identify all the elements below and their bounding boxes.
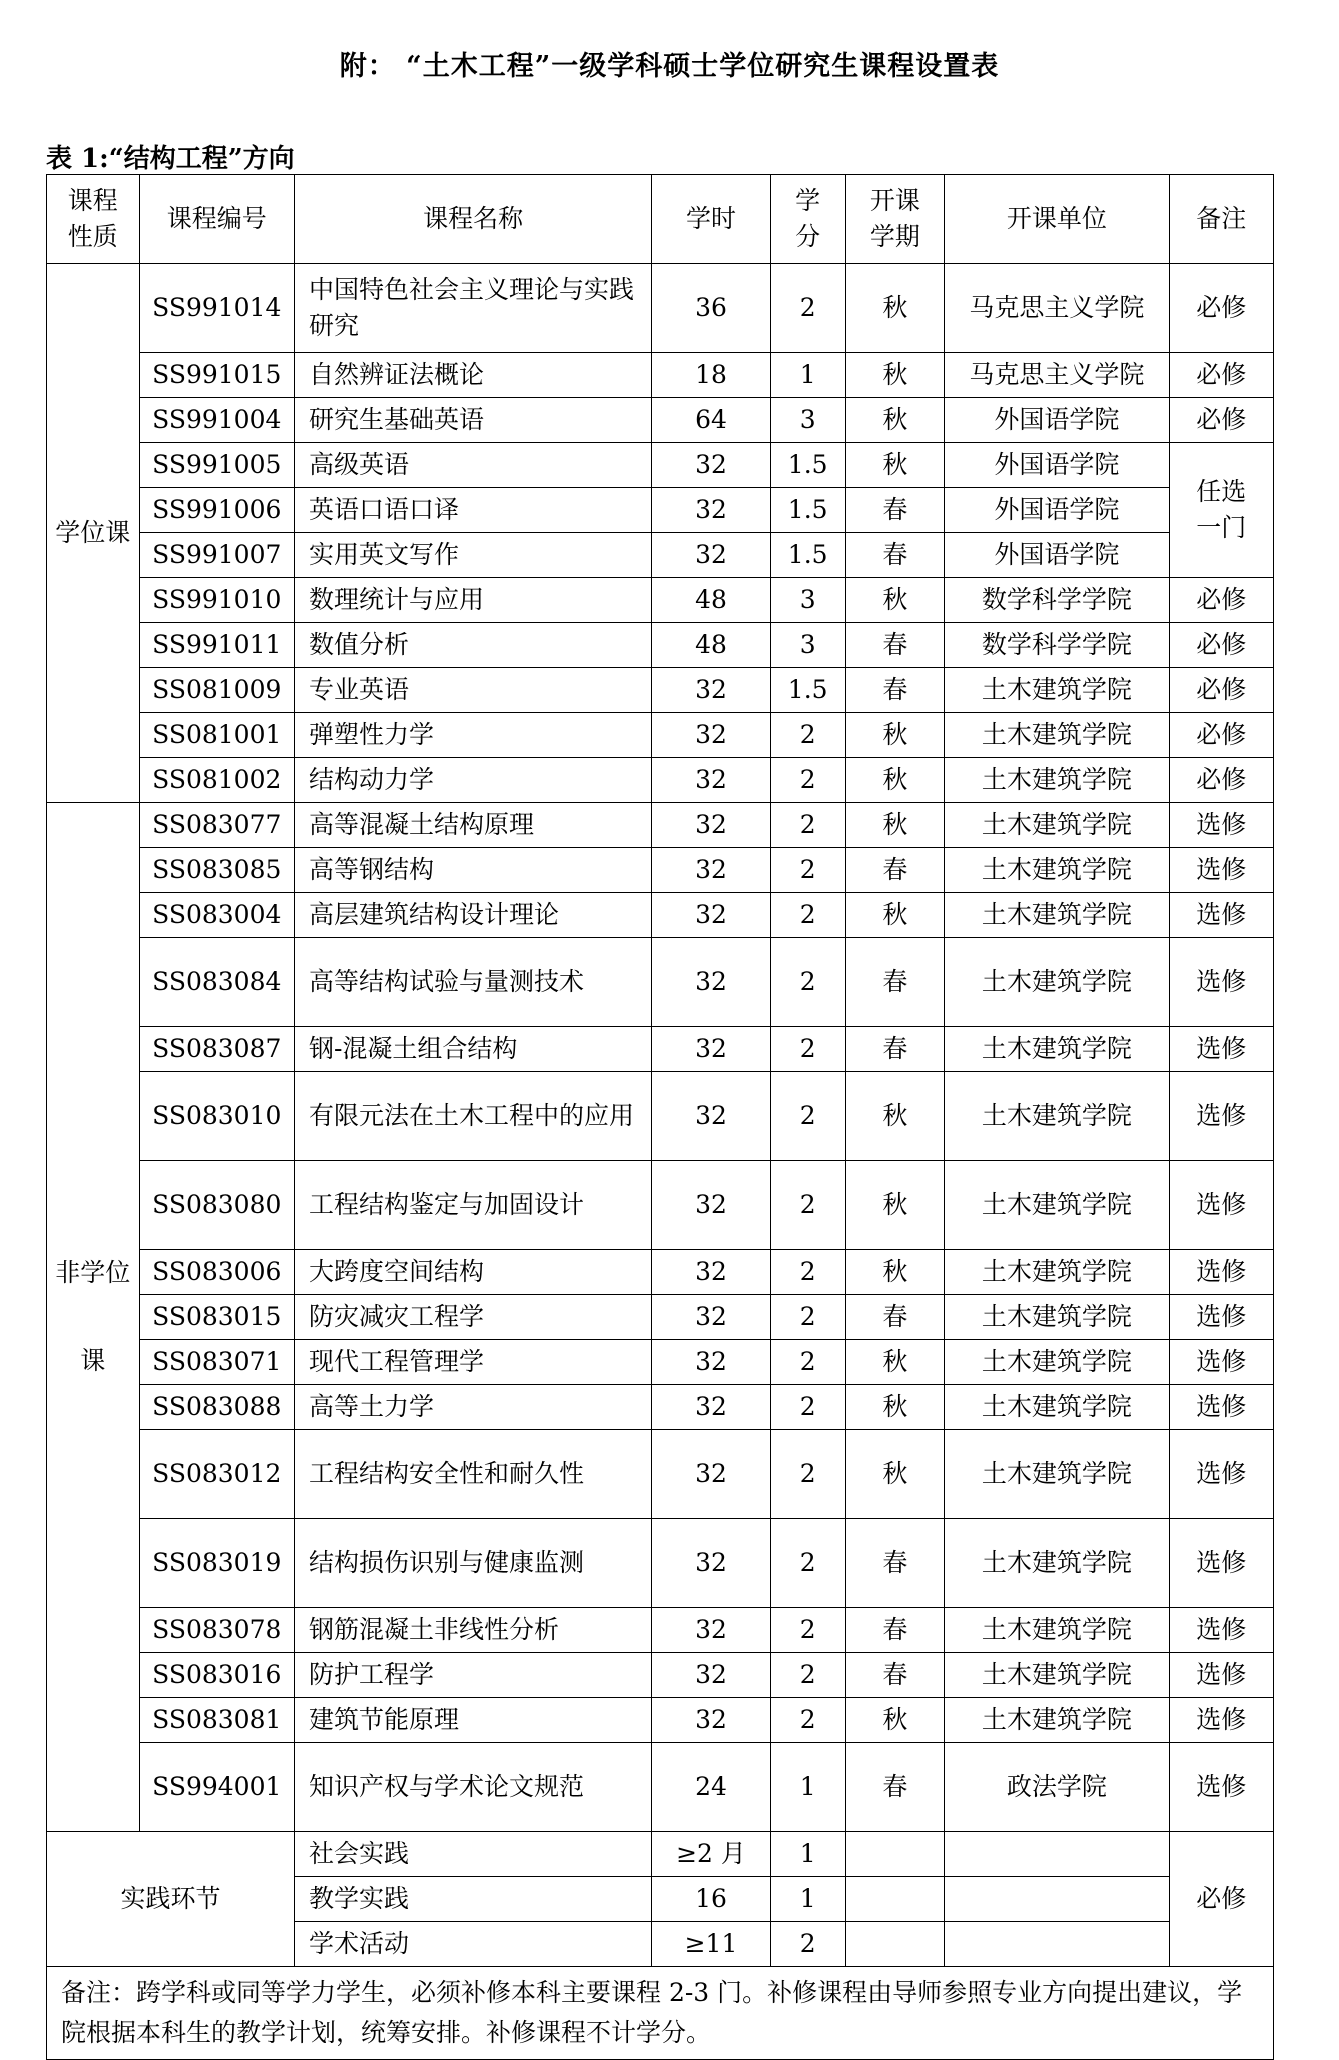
course-term: 秋	[845, 264, 945, 353]
practice-remark: 必修	[1169, 1832, 1274, 1967]
course-remark: 选修	[1169, 938, 1274, 1027]
course-name: 高等土力学	[294, 1385, 651, 1430]
practice-dept-empty	[945, 1922, 1169, 1967]
course-credits: 2	[770, 1608, 845, 1653]
course-remark: 必修	[1169, 668, 1274, 713]
course-code: SS991007	[139, 533, 294, 578]
table-row	[47, 578, 1274, 623]
course-hours: 32	[652, 713, 771, 758]
course-dept: 数学科学学院	[945, 623, 1169, 668]
course-hours: 32	[652, 848, 771, 893]
course-code: SS991011	[139, 623, 294, 668]
course-name: 防护工程学	[294, 1653, 651, 1698]
course-hours: 32	[652, 1698, 771, 1743]
table-row	[47, 1698, 1274, 1743]
course-code: SS991014	[139, 264, 294, 353]
course-credits: 2	[770, 1653, 845, 1698]
course-term: 春	[845, 1295, 945, 1340]
course-term: 秋	[845, 803, 945, 848]
course-name: 实用英文写作	[294, 533, 651, 578]
course-remark: 选修	[1169, 1430, 1274, 1519]
course-remark: 选修	[1169, 1698, 1274, 1743]
course-credits: 2	[770, 1161, 845, 1250]
practice-name: 社会实践	[294, 1832, 651, 1877]
header-nature: 课程性质	[47, 175, 140, 264]
course-remark: 选修	[1169, 1653, 1274, 1698]
course-hours: 32	[652, 533, 771, 578]
course-name: 大跨度空间结构	[294, 1250, 651, 1295]
course-name: 高等结构试验与量测技术	[294, 938, 651, 1027]
header-name: 课程名称	[294, 175, 651, 264]
practice-credits: 1	[770, 1877, 845, 1922]
table-row	[47, 893, 1274, 938]
course-dept: 土木建筑学院	[945, 1250, 1169, 1295]
category-degree: 学位课	[47, 264, 140, 803]
course-remark: 必修	[1169, 264, 1274, 353]
course-credits: 2	[770, 1519, 845, 1608]
course-credits: 2	[770, 1340, 845, 1385]
course-dept: 土木建筑学院	[945, 713, 1169, 758]
course-code: SS083085	[139, 848, 294, 893]
course-dept: 马克思主义学院	[945, 264, 1169, 353]
course-remark: 必修	[1169, 713, 1274, 758]
course-remark: 选修	[1169, 1743, 1274, 1832]
table-row	[47, 758, 1274, 803]
course-dept: 土木建筑学院	[945, 1385, 1169, 1430]
practice-term-empty	[845, 1877, 945, 1922]
course-term: 秋	[845, 443, 945, 488]
course-credits: 2	[770, 1250, 845, 1295]
course-name: 数理统计与应用	[294, 578, 651, 623]
header-credits: 学分	[770, 175, 845, 264]
course-remark: 必修	[1169, 353, 1274, 398]
table-row	[47, 1250, 1274, 1295]
course-term: 秋	[845, 578, 945, 623]
course-term: 春	[845, 938, 945, 1027]
course-credits: 2	[770, 264, 845, 353]
table-row	[47, 623, 1274, 668]
course-term: 秋	[845, 1072, 945, 1161]
course-code: SS081009	[139, 668, 294, 713]
course-remark: 选修	[1169, 893, 1274, 938]
course-term: 秋	[845, 1340, 945, 1385]
course-name: 高层建筑结构设计理论	[294, 893, 651, 938]
course-remark: 选修	[1169, 1340, 1274, 1385]
course-code: SS083016	[139, 1653, 294, 1698]
course-name: 工程结构安全性和耐久性	[294, 1430, 651, 1519]
course-code: SS083012	[139, 1430, 294, 1519]
table-row	[47, 668, 1274, 713]
course-term: 春	[845, 668, 945, 713]
course-term: 春	[845, 488, 945, 533]
course-hours: 32	[652, 1295, 771, 1340]
course-credits: 2	[770, 758, 845, 803]
note-row	[47, 1967, 1274, 2060]
practice-row	[47, 1832, 1274, 1877]
category-non-degree: 非学位课	[47, 803, 140, 1832]
course-hours: 32	[652, 803, 771, 848]
course-credits: 2	[770, 938, 845, 1027]
table-row	[47, 938, 1274, 1027]
table-row	[47, 1385, 1274, 1430]
course-credits: 2	[770, 893, 845, 938]
course-code: SS991004	[139, 398, 294, 443]
practice-name: 教学实践	[294, 1877, 651, 1922]
course-code: SS083071	[139, 1340, 294, 1385]
course-dept: 土木建筑学院	[945, 1608, 1169, 1653]
course-credits: 3	[770, 578, 845, 623]
practice-term-empty	[845, 1922, 945, 1967]
course-remark: 必修	[1169, 578, 1274, 623]
course-hours: 32	[652, 938, 771, 1027]
practice-dept-empty	[945, 1877, 1169, 1922]
course-name: 结构动力学	[294, 758, 651, 803]
course-dept: 土木建筑学院	[945, 1027, 1169, 1072]
course-remark: 选修	[1169, 1161, 1274, 1250]
course-hours: 24	[652, 1743, 771, 1832]
course-code: SS991010	[139, 578, 294, 623]
course-remark: 选修	[1169, 1295, 1274, 1340]
course-hours: 32	[652, 1072, 771, 1161]
course-term: 秋	[845, 1430, 945, 1519]
header-remark: 备注	[1169, 175, 1274, 264]
practice-dept-empty	[945, 1832, 1169, 1877]
course-dept: 土木建筑学院	[945, 668, 1169, 713]
course-term: 秋	[845, 1385, 945, 1430]
table-row	[47, 848, 1274, 893]
course-hours: 32	[652, 893, 771, 938]
course-remark: 任选一门	[1169, 443, 1274, 578]
course-credits: 3	[770, 623, 845, 668]
course-name: 高等混凝土结构原理	[294, 803, 651, 848]
course-remark: 必修	[1169, 623, 1274, 668]
course-code: SS991015	[139, 353, 294, 398]
practice-hours: ≥2 月	[652, 1832, 771, 1877]
table-row	[47, 1295, 1274, 1340]
table-caption: 表 1:“结构工程”方向	[46, 144, 295, 174]
header-hours: 学时	[652, 175, 771, 264]
course-credits: 2	[770, 1027, 845, 1072]
table-row	[47, 1161, 1274, 1250]
course-term: 春	[845, 533, 945, 578]
course-remark: 选修	[1169, 1519, 1274, 1608]
table-row	[47, 1653, 1274, 1698]
course-hours: 32	[652, 1250, 771, 1295]
course-dept: 土木建筑学院	[945, 1340, 1169, 1385]
document-title: 附： “土木工程”一级学科硕士学位研究生课程设置表	[339, 51, 1000, 82]
course-name: 有限元法在土木工程中的应用	[294, 1072, 651, 1161]
course-term: 春	[845, 848, 945, 893]
table-row	[47, 264, 1274, 353]
table-row	[47, 398, 1274, 443]
course-term: 秋	[845, 398, 945, 443]
course-dept: 土木建筑学院	[945, 1653, 1169, 1698]
course-credits: 1.5	[770, 668, 845, 713]
course-remark: 选修	[1169, 848, 1274, 893]
course-code: SS081001	[139, 713, 294, 758]
course-name: 钢筋混凝土非线性分析	[294, 1608, 651, 1653]
table-row	[47, 488, 1274, 533]
course-name: 弹塑性力学	[294, 713, 651, 758]
course-code: SS083077	[139, 803, 294, 848]
course-remark: 必修	[1169, 758, 1274, 803]
course-dept: 外国语学院	[945, 443, 1169, 488]
course-dept: 土木建筑学院	[945, 758, 1169, 803]
course-dept: 土木建筑学院	[945, 1430, 1169, 1519]
course-hours: 32	[652, 1430, 771, 1519]
course-name: 英语口语口译	[294, 488, 651, 533]
table-row	[47, 353, 1274, 398]
course-code: SS083078	[139, 1608, 294, 1653]
course-remark: 选修	[1169, 1027, 1274, 1072]
course-name: 钢-混凝土组合结构	[294, 1027, 651, 1072]
course-hours: 32	[652, 1519, 771, 1608]
course-credits: 2	[770, 1072, 845, 1161]
course-term: 春	[845, 1653, 945, 1698]
course-term: 秋	[845, 353, 945, 398]
course-credits: 2	[770, 713, 845, 758]
course-credits: 3	[770, 398, 845, 443]
table-row	[47, 1027, 1274, 1072]
course-name: 中国特色社会主义理论与实践研究	[294, 264, 651, 353]
course-remark: 必修	[1169, 398, 1274, 443]
practice-term-empty	[845, 1832, 945, 1877]
course-term: 春	[845, 1027, 945, 1072]
course-remark: 选修	[1169, 1608, 1274, 1653]
table-row	[47, 533, 1274, 578]
course-term: 春	[845, 1743, 945, 1832]
course-dept: 外国语学院	[945, 488, 1169, 533]
header-code: 课程编号	[139, 175, 294, 264]
course-hours: 32	[652, 1653, 771, 1698]
practice-hours: 16	[652, 1877, 771, 1922]
course-hours: 32	[652, 1608, 771, 1653]
course-credits: 1.5	[770, 488, 845, 533]
course-dept: 土木建筑学院	[945, 803, 1169, 848]
course-name: 知识产权与学术论文规范	[294, 1743, 651, 1832]
course-name: 自然辨证法概论	[294, 353, 651, 398]
course-hours: 18	[652, 353, 771, 398]
course-remark: 选修	[1169, 1385, 1274, 1430]
course-code: SS083084	[139, 938, 294, 1027]
header-row	[47, 175, 1274, 264]
course-term: 秋	[845, 1698, 945, 1743]
course-dept: 数学科学学院	[945, 578, 1169, 623]
course-credits: 1.5	[770, 533, 845, 578]
course-code: SS083087	[139, 1027, 294, 1072]
course-hours: 32	[652, 1340, 771, 1385]
course-dept: 土木建筑学院	[945, 1161, 1169, 1250]
practice-credits: 1	[770, 1832, 845, 1877]
course-code: SS083010	[139, 1072, 294, 1161]
course-term: 秋	[845, 713, 945, 758]
course-name: 建筑节能原理	[294, 1698, 651, 1743]
course-dept: 土木建筑学院	[945, 848, 1169, 893]
table-row	[47, 1608, 1274, 1653]
course-code: SS083006	[139, 1250, 294, 1295]
table-row	[47, 1340, 1274, 1385]
course-hours: 32	[652, 668, 771, 713]
course-term: 秋	[845, 1161, 945, 1250]
course-term: 春	[845, 1519, 945, 1608]
course-dept: 土木建筑学院	[945, 1698, 1169, 1743]
practice-name: 学术活动	[294, 1922, 651, 1967]
course-credits: 2	[770, 1430, 845, 1519]
course-name: 防灾减灾工程学	[294, 1295, 651, 1340]
course-credits: 2	[770, 1385, 845, 1430]
course-term: 春	[845, 623, 945, 668]
course-name: 数值分析	[294, 623, 651, 668]
table-row	[47, 1519, 1274, 1608]
course-code: SS991006	[139, 488, 294, 533]
course-hours: 36	[652, 264, 771, 353]
course-dept: 政法学院	[945, 1743, 1169, 1832]
course-dept: 外国语学院	[945, 398, 1169, 443]
table-row	[47, 443, 1274, 488]
course-dept: 土木建筑学院	[945, 1519, 1169, 1608]
course-code: SS083081	[139, 1698, 294, 1743]
course-dept: 土木建筑学院	[945, 1072, 1169, 1161]
course-code: SS081002	[139, 758, 294, 803]
table-note: 备注：跨学科或同等学力学生，必须补修本科主要课程 2-3 门。补修课程由导师参照专业方向提出建议，学院根据本科生的教学计划，统筹安排。补修课程不计学分。	[47, 1967, 1274, 2060]
course-credits: 1.5	[770, 443, 845, 488]
course-hours: 32	[652, 1027, 771, 1072]
table-row	[47, 1743, 1274, 1832]
course-name: 工程结构鉴定与加固设计	[294, 1161, 651, 1250]
course-dept: 土木建筑学院	[945, 938, 1169, 1027]
course-name: 现代工程管理学	[294, 1340, 651, 1385]
header-dept: 开课单位	[945, 175, 1169, 264]
course-hours: 48	[652, 623, 771, 668]
course-name: 结构损伤识别与健康监测	[294, 1519, 651, 1608]
table-row	[47, 713, 1274, 758]
course-credits: 2	[770, 1295, 845, 1340]
course-name: 高等钢结构	[294, 848, 651, 893]
course-name: 专业英语	[294, 668, 651, 713]
course-remark: 选修	[1169, 1250, 1274, 1295]
course-credits: 2	[770, 803, 845, 848]
course-hours: 32	[652, 1385, 771, 1430]
header-term: 开课学期	[845, 175, 945, 264]
practice-hours: ≥11	[652, 1922, 771, 1967]
course-table	[46, 174, 1274, 2060]
course-dept: 外国语学院	[945, 533, 1169, 578]
course-remark: 选修	[1169, 1072, 1274, 1161]
course-term: 秋	[845, 1250, 945, 1295]
course-term: 秋	[845, 758, 945, 803]
course-hours: 64	[652, 398, 771, 443]
course-name: 高级英语	[294, 443, 651, 488]
course-dept: 土木建筑学院	[945, 893, 1169, 938]
course-code: SS083019	[139, 1519, 294, 1608]
course-remark: 选修	[1169, 803, 1274, 848]
table-row	[47, 1072, 1274, 1161]
course-term: 秋	[845, 893, 945, 938]
course-code: SS083015	[139, 1295, 294, 1340]
course-hours: 32	[652, 1161, 771, 1250]
course-name: 研究生基础英语	[294, 398, 651, 443]
course-hours: 32	[652, 488, 771, 533]
course-dept: 土木建筑学院	[945, 1295, 1169, 1340]
course-term: 春	[845, 1608, 945, 1653]
table-row	[47, 1430, 1274, 1519]
course-hours: 32	[652, 758, 771, 803]
course-dept: 马克思主义学院	[945, 353, 1169, 398]
category-practice: 实践环节	[47, 1832, 295, 1967]
course-code: SS994001	[139, 1743, 294, 1832]
course-credits: 2	[770, 1698, 845, 1743]
table-row	[47, 803, 1274, 848]
practice-credits: 2	[770, 1922, 845, 1967]
course-hours: 32	[652, 443, 771, 488]
course-code: SS991005	[139, 443, 294, 488]
course-credits: 1	[770, 1743, 845, 1832]
course-code: SS083088	[139, 1385, 294, 1430]
course-code: SS083004	[139, 893, 294, 938]
course-credits: 2	[770, 848, 845, 893]
course-credits: 1	[770, 353, 845, 398]
course-hours: 48	[652, 578, 771, 623]
course-code: SS083080	[139, 1161, 294, 1250]
